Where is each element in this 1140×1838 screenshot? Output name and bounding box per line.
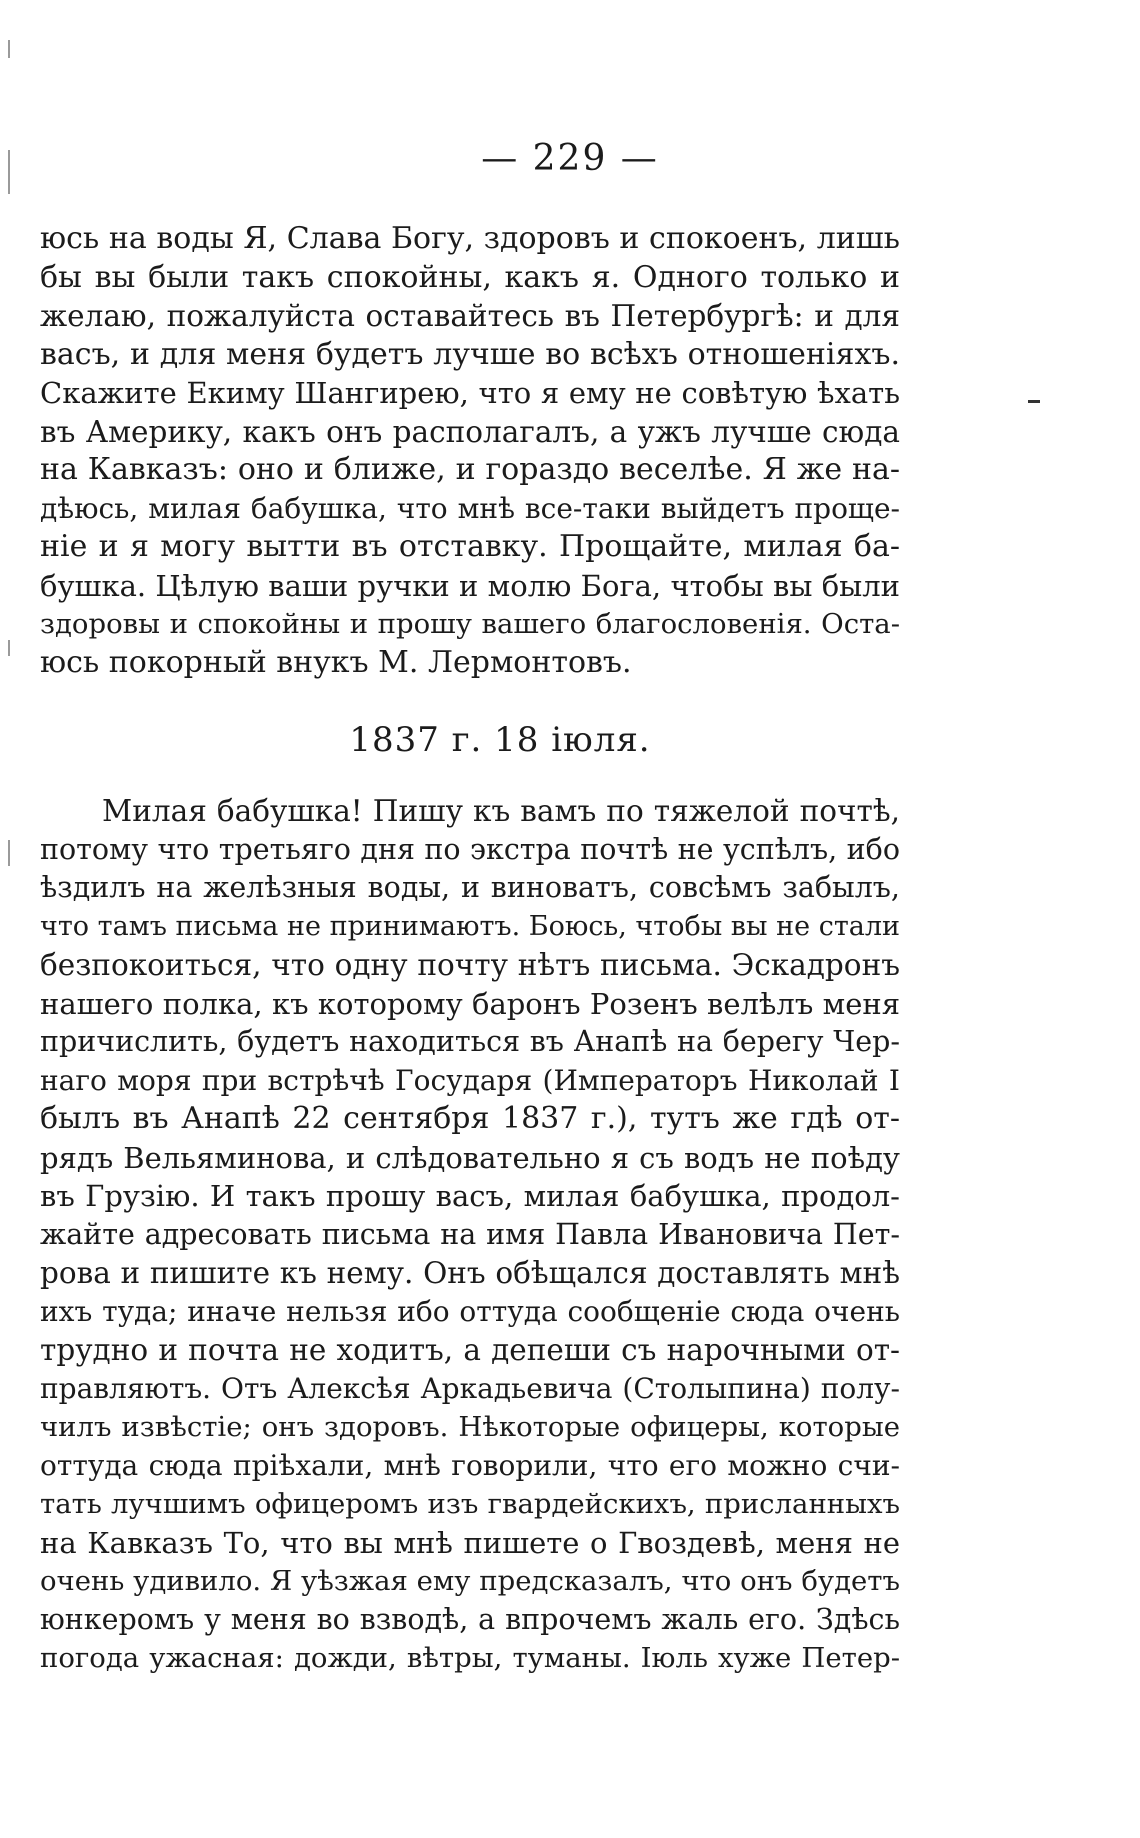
text-line: нашего полка, къ которому баронъ Розенъ велѣлъ меня: [40, 986, 900, 1021]
text-line: чилъ извѣстіе; онъ здоровъ. Нѣкоторые офицеры, которые: [40, 1411, 900, 1443]
text-line: здоровы и спокойны и прошу вашего благословенія. Оста-: [40, 608, 900, 640]
text-line: ихъ туда; иначе нельзя ибо оттуда сообщеніе сюда очень: [40, 1294, 900, 1328]
text-line: ніе и я могу вытти въ отставку. Прощайте, милая ба-: [40, 529, 900, 564]
text-line: безпокоиться, что одну почту нѣтъ письма. Эскадронъ: [40, 948, 900, 982]
text-line: дѣюсь, милая бабушка, что мнѣ все-таки выйдетъ проще-: [40, 491, 900, 525]
text-line: оттуда сюда пріѣхали, мнѣ говорили, что его можно счи-: [40, 1448, 900, 1482]
text-line: наго моря при встрѣчѣ Государя (Императоръ Николай I: [40, 1063, 900, 1097]
letter-date-heading: 1837 г. 18 іюля.: [349, 720, 651, 760]
text-line: въ Грузію. И такъ прошу васъ, милая бабушка, продол-: [40, 1179, 900, 1213]
text-line: очень удивило. Я уѣзжая ему предсказалъ, что онъ будетъ: [40, 1565, 900, 1597]
text-line: рова и пишите къ нему. Онъ обѣщался доставлять мнѣ: [40, 1256, 900, 1290]
text-line: васъ, и для меня будетъ лучше во всѣхъ отношеніяхъ.: [40, 336, 900, 372]
text-line: на Кавказъ То, что вы мнѣ пишете о Гвоздевѣ, меня не: [40, 1525, 900, 1560]
scan-edge-line: [8, 640, 10, 656]
paragraph-1: [40, 220, 900, 682]
text-line: потому что третьяго дня по экстра почтѣ не успѣлъ, ибо: [40, 832, 900, 866]
text-line: правляютъ. Отъ Алексѣя Аркадьевича (Столыпина) полу-: [40, 1371, 900, 1405]
text-line: ѣздилъ на желѣзныя воды, и виноватъ, совсѣмъ забылъ,: [40, 871, 900, 904]
text-line: жайте адресовать письма на имя Павла Ивановича Пет-: [40, 1217, 900, 1251]
text-line: Скажите Екиму Шангирею, что я ему не совѣтую ѣхать: [40, 376, 900, 410]
text-line: юнкеромъ у меня во взводѣ, а впрочемъ жаль его. Здѣсь: [40, 1602, 900, 1636]
text-line: юсь на воды Я, Слава Богу, здоровъ и спокоенъ, лишь: [40, 221, 900, 256]
text-line: причислить, будетъ находиться въ Анапѣ на берегу Чер-: [40, 1025, 900, 1058]
text-line: Милая бабушка! Пишу къ вамъ по тяжелой почтѣ,: [102, 794, 900, 828]
text-line: бы вы были такъ спокойны, какъ я. Одного только и: [40, 259, 900, 295]
text-line: желаю, пожалуйста оставайтесь въ Петербургѣ: и для: [40, 299, 900, 333]
text-line: на Кавказъ: оно и ближе, и гораздо веселѣе. Я же на-: [40, 452, 900, 487]
page-number: — 229 —: [481, 138, 659, 179]
text-line: юсь покорный внукъ М. Лермонтовъ.: [40, 644, 632, 680]
text-line: бушка. Цѣлую ваши ручки и молю Бога, чтобы вы были: [40, 568, 900, 603]
text-line: былъ въ Анапѣ 22 сентября 1837 г.), тутъ же гдѣ от-: [40, 1101, 900, 1136]
text-line: рядъ Вельяминова, и слѣдовательно я съ водъ не поѣду: [40, 1140, 900, 1175]
text-line: трудно и почта не ходитъ, а депеши съ нарочными от-: [40, 1333, 900, 1367]
text-line: тать лучшимъ офицеромъ изъ гвардейскихъ, присланныхъ: [40, 1488, 900, 1520]
margin-dash: [1028, 400, 1040, 403]
text-line: погода ужасная: дожди, вѣтры, туманы. Іюль хуже Петер-: [40, 1642, 900, 1674]
scan-edge-line: [8, 40, 10, 58]
scan-edge-line: [8, 840, 10, 866]
text-line: что тамъ письма не принимаютъ. Боюсь, чтобы вы не стали: [40, 910, 900, 942]
text-line: въ Америку, какъ онъ располагалъ, а ужъ лучше сюда: [40, 414, 900, 449]
paragraph-2: [40, 792, 900, 1678]
